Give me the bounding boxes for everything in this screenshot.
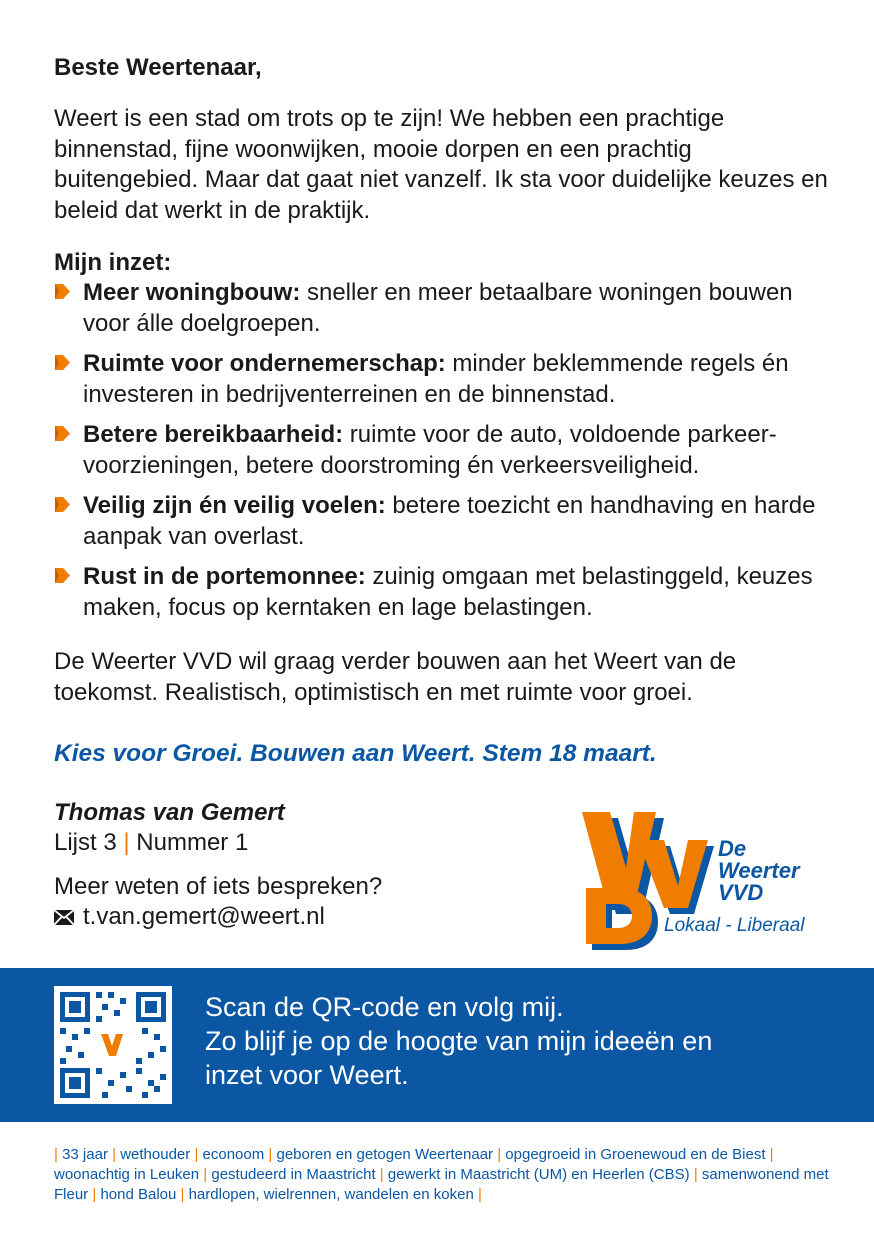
bullet-term: Meer woningbouw:: [83, 279, 301, 306]
list-position: [54, 828, 285, 858]
fact: gewerkt in Maastricht (UM) en Heerlen (CBS): [387, 1166, 690, 1183]
greeting: Beste Weertenaar,: [54, 54, 262, 81]
fact: opgegroeid in Groenewoud en de Biest: [505, 1146, 766, 1163]
signature-block: [54, 798, 285, 858]
logo-tagline: Lokaal - Liberaal: [664, 915, 805, 936]
candidate-name: Thomas van Gemert: [54, 799, 285, 826]
letter-body: [54, 52, 834, 708]
logo-line-3: VVD: [718, 880, 764, 905]
list-number: Lijst 3: [54, 829, 117, 856]
orange-arrow-icon: [54, 567, 71, 584]
list-item: [54, 491, 834, 552]
bullet-term: Betere bereikbaarheid:: [83, 421, 344, 448]
fact: hond Balou: [100, 1186, 177, 1203]
bullet-text: ruimte voor de auto, voldoende parkeer-voorzieningen, betere doorstroming én verkeersveiligheid.: [83, 421, 777, 479]
inzet-heading: Mijn inzet:: [54, 249, 172, 276]
inzet-list: [54, 278, 834, 623]
logo-line-1: De: [718, 836, 747, 861]
bullet-text: betere toezicht en handhaving en harde aanpak van overlast.: [83, 492, 816, 550]
email-row: [54, 902, 382, 932]
email-link[interactable]: t.van.gemert@weert.nl: [83, 903, 325, 930]
campaign-slogan: Kies voor Groei. Bouwen aan Weert. Stem 18 maart.: [54, 740, 657, 767]
list-item: [54, 349, 834, 410]
personal-facts: | 33 jaar | wethouder | econoom | geboren en getogen Weertenaar | opgegroeid in Groenewoud en de Biest | woonachtig in Leuken | gestudeerd in Maastricht | gewerkt in Maastricht (UM) en Heerlen (CBS) | samenwonend met Fleur | hond Balou | hardlopen, wielrennen, wandelen en koken |: [54, 1146, 829, 1203]
fact: 33 jaar: [62, 1146, 108, 1163]
orange-arrow-icon: [54, 496, 71, 513]
qr-code-icon: [54, 986, 172, 1104]
bullet-term: Veilig zijn én veilig voelen:: [83, 492, 386, 519]
mail-icon: [54, 910, 74, 925]
logo-line-2: Weerter: [718, 858, 800, 883]
list-item: [54, 278, 834, 339]
list-item: [54, 420, 834, 481]
vvd-logo: [578, 810, 828, 952]
contact-question: Meer weten of iets bespreken?: [54, 873, 383, 900]
candidate-number: Nummer 1: [136, 829, 249, 856]
orange-arrow-icon: [54, 425, 71, 442]
qr-code[interactable]: [54, 986, 172, 1104]
fact: econoom: [202, 1146, 265, 1163]
intro-paragraph: Weert is een stad om trots op te zijn! We hebben een prachtige binnenstad, fijne woonwijken, mooie dorpen en een prachtig buitengebied. Maar dat gaat niet vanzelf. Ik sta voor duidelijke keuzes en beleid dat werkt in de praktijk.: [54, 105, 828, 224]
fact: samenwonend met Fleur: [54, 1166, 829, 1203]
qr-call-to-action: [205, 990, 712, 1092]
closing-paragraph: De Weerter VVD wil graag verder bouwen aan het Weert van de toekomst. Realistisch, optimistisch en met ruimte voor groei.: [54, 648, 737, 706]
separator: |: [123, 829, 130, 856]
fact: woonachtig in Leuken: [54, 1166, 200, 1183]
orange-arrow-icon: [54, 354, 71, 371]
orange-arrow-icon: [54, 283, 71, 300]
fact: geboren en getogen Weertenaar: [276, 1146, 494, 1163]
fact: gestudeerd in Maastricht: [211, 1166, 376, 1183]
bullet-text: zuinig omgaan met belastinggeld, keuzes maken, focus op kerntaken en lage belastingen.: [83, 563, 813, 621]
band-line-1: Scan de QR-code en volg mij.: [205, 992, 564, 1022]
qr-banner: [0, 968, 874, 1122]
bullet-text: minder beklemmende regels én investeren in bedrijventerreinen en de binnenstad.: [83, 350, 789, 408]
contact-block: [54, 872, 382, 932]
bullet-term: Ruimte voor ondernemerschap:: [83, 350, 446, 377]
bullet-term: Rust in de portemonnee:: [83, 563, 366, 590]
band-line-2: Zo blijf je op de hoogte van mijn ideeën en: [205, 1026, 713, 1056]
band-line-3: inzet voor Weert.: [205, 1060, 409, 1090]
list-item: [54, 562, 834, 623]
fact: hardlopen, wielrennen, wandelen en koken: [188, 1186, 474, 1203]
fact: wethouder: [120, 1146, 191, 1163]
bullet-text: sneller en meer betaalbare woningen bouwen voor álle doelgroepen.: [83, 279, 793, 337]
